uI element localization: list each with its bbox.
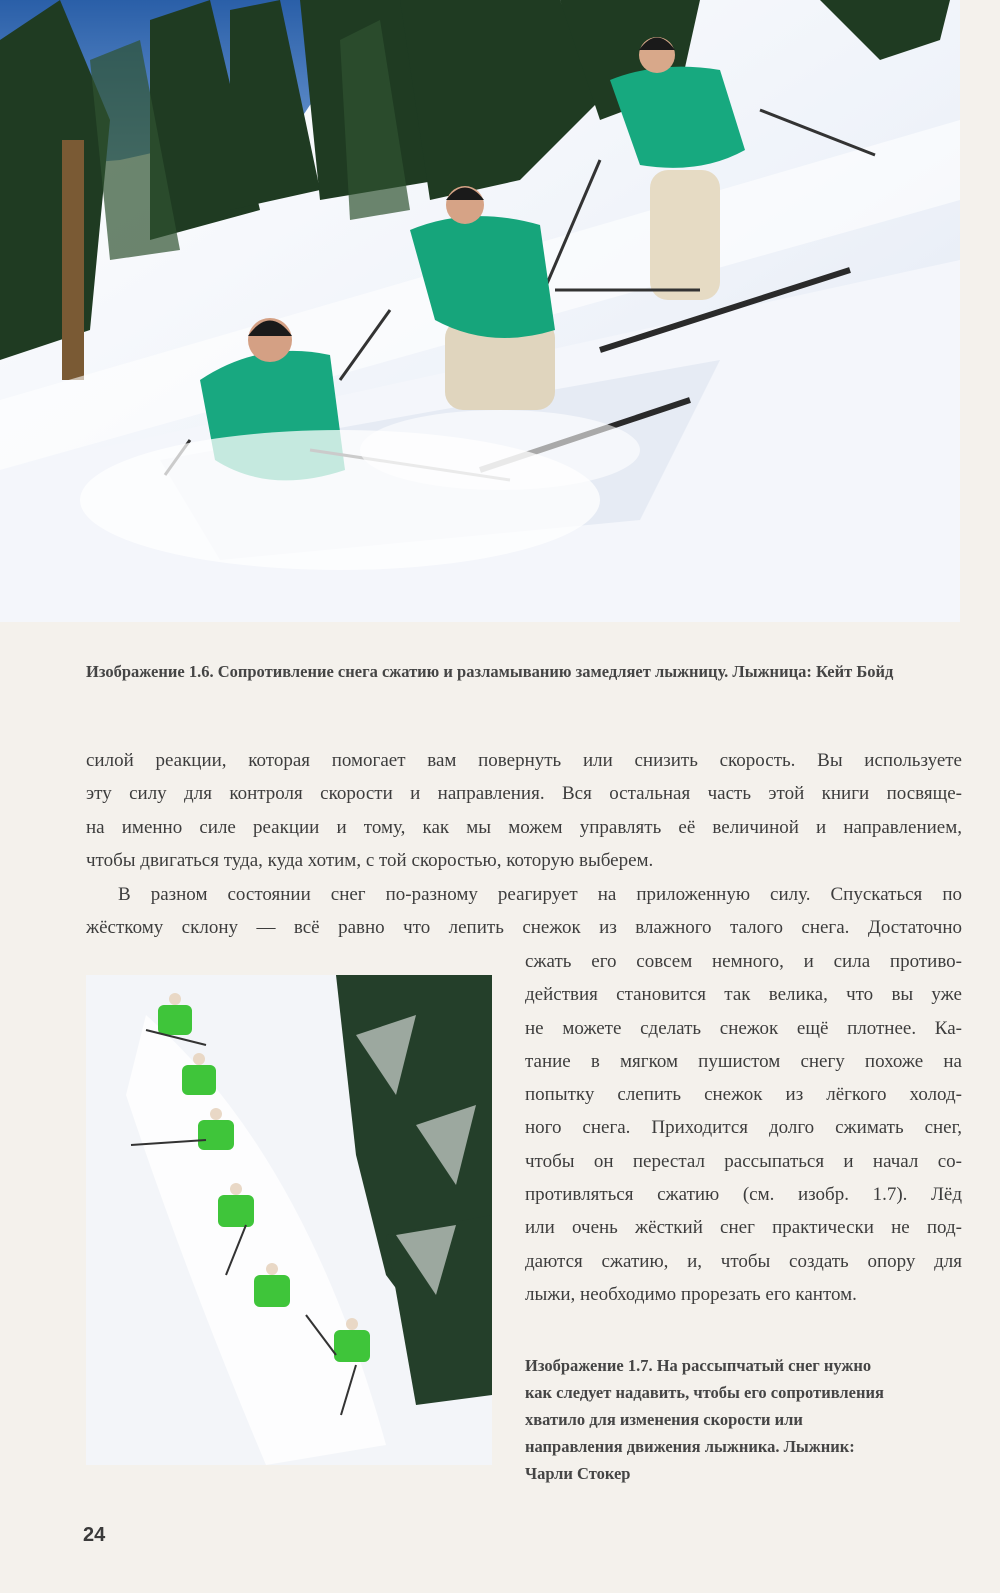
caption-line — [525, 1406, 962, 1433]
paragraph-1-line: на именно силе реакции и тому, как мы можем управлять её величиной и направлением, — [86, 816, 962, 838]
figure-1-7-photo — [86, 975, 492, 1465]
figure-1-6-photo — [0, 0, 960, 622]
paragraph-1-line: чтобы двигаться туда, куда хотим, с той скоростью, которую выберем. — [86, 849, 654, 871]
paragraph-2-line: попытку слепить снежок из лёгкого холод- — [525, 1084, 962, 1106]
paragraph-2-wrap — [525, 945, 962, 1311]
paragraph-2-line: тание в мягком пушистом снегу похоже на — [525, 1050, 962, 1072]
caption-line-text: Чарли Стокер — [525, 1464, 631, 1483]
caption-line-text: хватило для изменения скорости или — [525, 1410, 803, 1429]
paragraph-2-line: действия становится так велика, что вы уже — [525, 984, 962, 1006]
figure-1-7-caption — [525, 1352, 962, 1487]
paragraph-2-line: не можете сделать снежок ещё плотнее. Ка- — [525, 1017, 962, 1039]
paragraph-2-line: лыжи, необходимо прорезать его кантом. — [525, 1283, 857, 1305]
paragraph-2-line: жёсткому склону — всё равно что лепить снежок из влажного талого снега. Достаточно — [86, 917, 962, 939]
caption-line-text: направления движения лыжника. Лыжник: — [525, 1437, 855, 1456]
paragraph-2 — [86, 878, 962, 945]
caption-line — [525, 1352, 962, 1379]
caption-line-text: как следует надавить, чтобы его сопротивления — [525, 1383, 884, 1402]
paragraph-2-line: или очень жёсткий снег практически не под- — [525, 1217, 962, 1239]
paragraph-1-line: силой реакции, которая помогает вам повернуть или снизить скорость. Вы используете — [86, 750, 962, 771]
paragraph-1 — [86, 744, 962, 877]
page-number: 24 — [83, 1524, 106, 1546]
caption-line-text: Изображение 1.7. На рассыпчатый снег нужно — [525, 1356, 872, 1375]
paragraph-2-line: даются сжатию, и, чтобы создать опору для — [525, 1250, 962, 1272]
caption-line — [525, 1433, 962, 1460]
paragraph-2-line: В разном состоянии снег по-разному реагирует на приложенную силу. Спускаться по — [118, 884, 962, 905]
paragraph-2-line: противляться сжатию (см. изобр. 1.7). Лёд — [525, 1184, 962, 1206]
paragraph-2-line: чтобы он перестал рассыпаться и начал со- — [525, 1150, 962, 1172]
figure-1-6-caption: Изображение 1.6. Сопротивление снега сжатию и разламыванию замедляет лыжницу. Лыжница: Кейт Бойд — [86, 662, 894, 681]
caption-line — [525, 1379, 962, 1406]
paragraph-1-line: эту силу для контроля скорости и направления. Вся остальная часть этой книги посвяще- — [86, 783, 962, 805]
paragraph-2-line: ного снега. Приходится долго сжимать снег, — [525, 1117, 962, 1139]
paragraph-2-line: сжать его совсем немного, и сила противо- — [525, 951, 962, 972]
caption-line — [525, 1460, 962, 1487]
